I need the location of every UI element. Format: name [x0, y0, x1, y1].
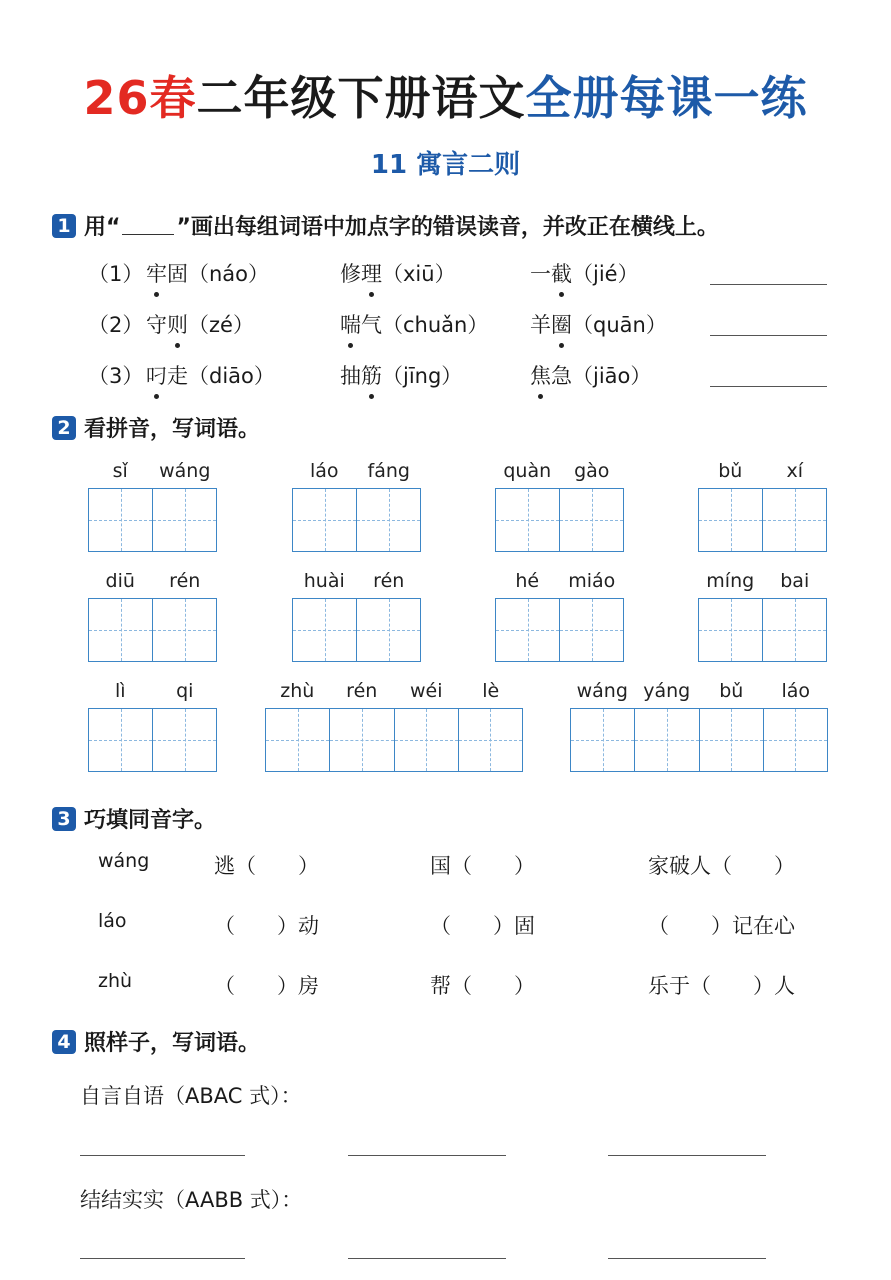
- writing-grid[interactable]: [88, 598, 217, 662]
- writing-cell[interactable]: [560, 599, 623, 661]
- writing-cell[interactable]: [153, 709, 216, 771]
- q1-word-item: [530, 360, 651, 390]
- pinyin-label: gào: [574, 460, 610, 482]
- section-1-text-pre: 用“: [84, 215, 121, 240]
- banner-title: [0, 62, 891, 128]
- q3-pinyin: láo: [98, 910, 127, 932]
- pinyin-label: xí: [786, 460, 804, 482]
- section-4-text: 照样子，写词语。: [84, 1031, 261, 1056]
- q3-blank-phrase[interactable]: 国（ ）: [430, 854, 535, 878]
- section-3-text: 巧填同音字。: [84, 808, 217, 833]
- word-plain-part: 抽: [340, 364, 361, 388]
- q1-word-item: [146, 309, 254, 339]
- pinyin-label: bai: [780, 570, 810, 592]
- writing-cell[interactable]: [330, 709, 394, 771]
- pinyin-label: quàn: [503, 460, 552, 482]
- pinyin-label: rén: [346, 680, 378, 702]
- q3-blank-phrase[interactable]: （ ）记在心: [648, 914, 795, 938]
- q1-row-label: （2）: [88, 313, 144, 337]
- q1-word-item: [340, 360, 462, 390]
- word-reading: （xiū）: [382, 262, 456, 286]
- writing-cell[interactable]: [459, 709, 522, 771]
- writing-cell[interactable]: [635, 709, 699, 771]
- pinyin-label: miáo: [568, 570, 616, 592]
- dotted-character: 理: [361, 258, 382, 288]
- pinyin-label: diū: [105, 570, 135, 592]
- writing-grid[interactable]: [698, 598, 827, 662]
- pinyin-label: yáng: [643, 680, 691, 702]
- writing-cell[interactable]: [357, 599, 420, 661]
- answer-line[interactable]: [348, 1155, 506, 1156]
- word-reading: 固（náo）: [167, 262, 270, 286]
- section-2-heading: [52, 412, 260, 443]
- writing-cell[interactable]: [571, 709, 635, 771]
- writing-grid[interactable]: [292, 598, 421, 662]
- q1-word-item: [340, 309, 488, 339]
- section-3-heading: [52, 803, 216, 834]
- section-4-heading: [52, 1026, 260, 1057]
- dotted-character: 筋: [361, 360, 382, 390]
- writing-cell[interactable]: [153, 599, 216, 661]
- word-reading: （zé）: [188, 313, 254, 337]
- answer-line[interactable]: [608, 1258, 766, 1259]
- answer-line[interactable]: [710, 284, 827, 285]
- q1-word-item: [146, 360, 275, 390]
- writing-cell[interactable]: [699, 489, 763, 551]
- writing-grid[interactable]: [495, 488, 624, 552]
- answer-line[interactable]: [608, 1155, 766, 1156]
- writing-cell[interactable]: [89, 489, 153, 551]
- q3-blank-phrase[interactable]: 逃（ ）: [214, 854, 319, 878]
- writing-cell[interactable]: [395, 709, 459, 771]
- answer-line[interactable]: [348, 1258, 506, 1259]
- pinyin-label: fáng: [367, 460, 410, 482]
- writing-grid[interactable]: [570, 708, 828, 772]
- q3-blank-phrase[interactable]: 乐于（ ）人: [648, 974, 795, 998]
- word-reading: （quān）: [572, 313, 667, 337]
- word-plain-part: 修: [340, 262, 361, 286]
- word-plain-part: 一: [530, 262, 551, 286]
- word-reading: 走（diāo）: [167, 364, 275, 388]
- inline-blank: [122, 216, 174, 235]
- writing-grid[interactable]: [698, 488, 827, 552]
- dotted-character: 喘: [340, 309, 361, 339]
- writing-cell[interactable]: [89, 709, 153, 771]
- q1-word-item: [340, 258, 456, 288]
- writing-cell[interactable]: [764, 709, 827, 771]
- writing-cell[interactable]: [357, 489, 420, 551]
- writing-grid[interactable]: [88, 488, 217, 552]
- writing-cell[interactable]: [496, 489, 560, 551]
- writing-grid[interactable]: [495, 598, 624, 662]
- pinyin-label: míng: [706, 570, 755, 592]
- writing-grid[interactable]: [265, 708, 523, 772]
- q3-pinyin: zhù: [98, 970, 133, 992]
- writing-cell[interactable]: [763, 489, 826, 551]
- section-2-text: 看拼音，写词语。: [84, 417, 261, 442]
- q3-blank-phrase[interactable]: （ ）动: [214, 914, 319, 938]
- pinyin-label: huài: [303, 570, 345, 592]
- q1-word-item: [146, 258, 269, 288]
- section-number: 1: [52, 214, 76, 238]
- pinyin-label: qi: [176, 680, 194, 702]
- writing-cell[interactable]: [496, 599, 560, 661]
- pinyin-label: sǐ: [112, 460, 128, 482]
- q3-blank-phrase[interactable]: （ ）房: [214, 974, 319, 998]
- q1-word-item: [530, 309, 667, 339]
- answer-line[interactable]: [80, 1258, 245, 1259]
- pinyin-label: rén: [373, 570, 405, 592]
- q3-pinyin: wáng: [98, 850, 150, 872]
- answer-line[interactable]: [710, 335, 827, 336]
- pinyin-label: hé: [515, 570, 540, 592]
- banner-title-part3: 全册每课一练: [525, 71, 808, 125]
- writing-cell[interactable]: [699, 599, 763, 661]
- section-number: 2: [52, 416, 76, 440]
- writing-cell[interactable]: [266, 709, 330, 771]
- writing-cell[interactable]: [89, 599, 153, 661]
- pinyin-label: rén: [169, 570, 201, 592]
- word-reading: （jīng）: [382, 364, 463, 388]
- lesson-title: 11 寓言二则: [370, 150, 521, 180]
- q3-blank-phrase[interactable]: 家破人（ ）: [648, 854, 795, 878]
- word-reading: 气（chuǎn）: [361, 313, 489, 337]
- banner-title-part2: 二年级下册语文: [196, 71, 526, 125]
- dotted-character: 焦: [530, 360, 551, 390]
- writing-cell[interactable]: [560, 489, 623, 551]
- writing-cell[interactable]: [700, 709, 764, 771]
- pinyin-label: wáng: [576, 680, 628, 702]
- writing-cell[interactable]: [293, 489, 357, 551]
- section-1-text-post: ”画出每组词语中加点字的错误读音，并改正在横线上。: [176, 215, 719, 240]
- pinyin-label: zhù: [280, 680, 315, 702]
- pinyin-label: láo: [309, 460, 339, 482]
- q3-blank-phrase[interactable]: （ ）固: [430, 914, 535, 938]
- dotted-character: 截: [551, 258, 572, 288]
- word-reading: （jié）: [572, 262, 639, 286]
- q3-blank-phrase[interactable]: 帮（ ）: [430, 974, 535, 998]
- writing-grid[interactable]: [292, 488, 421, 552]
- dotted-character: 则: [167, 309, 188, 339]
- writing-cell[interactable]: [763, 599, 826, 661]
- pinyin-label: lè: [482, 680, 500, 702]
- word-plain-part: 守: [146, 313, 167, 337]
- pinyin-label: bǔ: [719, 680, 744, 702]
- dotted-character: 叼: [146, 360, 167, 390]
- section-1-heading: [52, 210, 719, 241]
- pinyin-label: lì: [114, 680, 126, 702]
- banner-title-part1: 26春: [83, 71, 197, 125]
- answer-line[interactable]: [710, 386, 827, 387]
- q1-row-label: （1）: [88, 262, 144, 286]
- pinyin-label: bǔ: [718, 460, 743, 482]
- writing-cell[interactable]: [153, 489, 216, 551]
- word-plain-part: 羊: [530, 313, 551, 337]
- section-number: 3: [52, 807, 76, 831]
- section-number: 4: [52, 1030, 76, 1054]
- dotted-character: 圈: [551, 309, 572, 339]
- q4-example-aabb: 结结实实（AABB 式）：: [80, 1188, 303, 1212]
- answer-line[interactable]: [80, 1155, 245, 1156]
- pinyin-label: láo: [781, 680, 811, 702]
- word-reading: 急（jiāo）: [551, 364, 652, 388]
- pinyin-label: wáng: [159, 460, 211, 482]
- q1-row-label: （3）: [88, 364, 144, 388]
- writing-cell[interactable]: [293, 599, 357, 661]
- dotted-character: 牢: [146, 258, 167, 288]
- pinyin-label: wéi: [409, 680, 443, 702]
- q4-example-abac: 自言自语（ABAC 式）：: [80, 1084, 302, 1108]
- q1-word-item: [530, 258, 639, 288]
- writing-grid[interactable]: [88, 708, 217, 772]
